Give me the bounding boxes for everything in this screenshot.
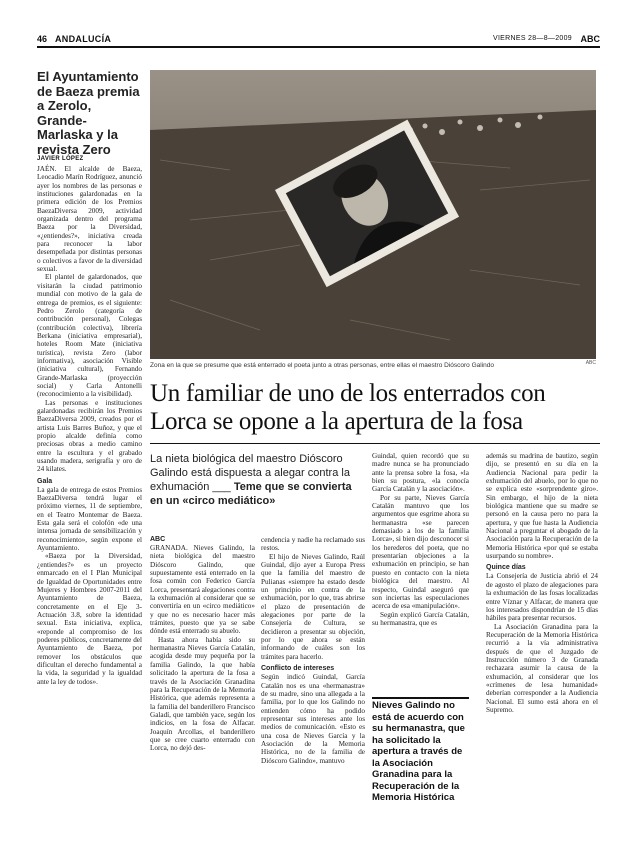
deck-highlight: Teme que se convierta en un «circo mediático» bbox=[150, 481, 352, 507]
sidebar-body bbox=[37, 165, 142, 686]
grave-site-photo bbox=[150, 70, 596, 359]
article-paragraph: GRANADA. Nieves Galindo, la nieta biológica del maestro Dióscoro Galindo, que supuestamente está enterrado en la fosa común con Federico García Lorca, presentará alegaciones contra la exhumación al considerar que se convertiría en un «circo mediático» y que no es necesario hacer más trámites, puesto que ya se sabe dónde está enterrado su abuelo. bbox=[150, 544, 255, 636]
photo-caption: Zona en la que se presume que está enterrado el poeta junto a otras personas, entre ellas el maestro Dióscoro Galindo bbox=[150, 362, 494, 369]
sidebar-title: El Ayuntamiento de Baeza premia a Zerolo, Grande-Marlaska y la revista Zero bbox=[37, 69, 140, 157]
article-column-4 bbox=[486, 452, 598, 714]
pull-quote-rule bbox=[372, 697, 469, 699]
news-photo bbox=[150, 70, 596, 359]
article-paragraph: El hijo de Nieves Galindo, Raúl Guindal, dijo ayer a Europa Press que la familia del maestro de Pulianas «siempre ha estado desde un principio en contra de la exhumación, por lo que, tras abrirse el plazo de presentación de alegaciones por parte de la Consejería de Cultura, se decidieron a presentar su objeción, por lo que ahora se están informando de cuáles son los trámites para hacerlo. bbox=[261, 552, 365, 661]
article-column-1 bbox=[150, 536, 255, 753]
deck: La nieta biológica del maestro Dióscoro Galindo está dispuesta a alegar contra la exhumación ___ Teme que se convierta en un «circo mediático» bbox=[150, 453, 352, 507]
headline: Un familiar de uno de los enterrados con Lorca se opone a la apertura de la fosa bbox=[150, 380, 546, 435]
header-rule bbox=[37, 46, 600, 48]
sidebar-paragraph: «Baeza por la Diversidad, ¿entiendes?» es un proyecto enmarcado en el I Plan Municipal de Igualdad de Oportunidades entre Mujeres y Hombres 2007-2011 del Ayuntamiento de Baeza, concretamente en el Eje 3- Actuación 3.8, sobre la identidad sexual. Esta iniciativa, explica, «reponde al compromiso de los poderes públicos, concretamente del Ayuntamiento de Baeza, por remover los obstáculos que dificultan el derecho fundamental a la vida, la seguridad y la igualdad ante la ley de todos». bbox=[37, 552, 142, 686]
page-header bbox=[37, 34, 600, 46]
sidebar-subhead: Gala bbox=[37, 477, 53, 485]
photo-credit: ABC bbox=[585, 360, 596, 366]
article-column-3 bbox=[372, 452, 469, 627]
article-paragraph: además su madrina de bautizo, según dijo, se presentó en su día en la Audiencia Nacional para pedir la exhumación del abuelo, por lo que no se explica este «sorprendente giro». Sin embargo, el hijo de la nieta biológica mantiene que su madre se personó en la causa pero no para la apertura, y que fue hasta la Audiencia Nacional a preguntar el abogado de la Asociación para la Recuperación de la Memoria Histórica «por qué se estaba usurpando su nombre». bbox=[486, 452, 598, 561]
article-paragraph: Según indicó Guindal, García Catalán nos es una «hermanastra» de su madre, sino una allegada a la familia, por lo que los Galindo no entienden cómo ha podido representar sus intereses ante los medios de comunicación. «Esto es una cosa de Nieves García y la Asociación de la Memoria Histórica, no de la familia de Dióscoro Galindo», mantuvo bbox=[261, 673, 365, 765]
article-paragraph: La Consejería de Justicia abrió el 24 de agosto el plazo de alegaciones para la exhumación de las fosas localizadas entre Víznar y Alfacar, de manera que los interesados dispondrían de 15 días hábiles para presentar recursos. bbox=[486, 572, 598, 623]
article-paragraph: La Asociación Granadina para la Recuperación de la Memoria Histórica recurrió a la vía administrativa después de que el Juzgado de Instrucción número 3 de Granada rechazara asumir la causa de la exhumación, al considerar que los «crímenes de lesa humanidad» deberían corresponder a la Audiencia Nacional. El sumo está ahora en el Supremo. bbox=[486, 622, 598, 714]
newspaper-logo: ABC bbox=[580, 34, 600, 44]
article-subhead: Quince días bbox=[486, 564, 526, 572]
issue-date: VIERNES 28—8—2009 bbox=[492, 35, 572, 42]
article-paragraph: cendencia y nadie ha reclamado sus restos. bbox=[261, 536, 365, 553]
article-column-2 bbox=[261, 536, 365, 765]
article-source-tag: ABC bbox=[150, 536, 166, 543]
sidebar-paragraph: Las personas e instituciones galardonadas recibirán los Premios BaezaDiversa 2009, creados por el artista Luis Barres Buñoz, y que el propio alcalde definía como preciosas obras a medio camino entre la escultura y el grabado usando madera, serigrafía y oro de 24 kilates. bbox=[37, 398, 142, 474]
section-name: ANDALUCÍA bbox=[55, 34, 112, 44]
sidebar-byline: JAVIER LÓPEZ bbox=[37, 156, 84, 162]
article-paragraph: Hasta ahora había sido su hermanastra Nieves García Catalán, acogida desde muy pequeña por la familia Galindo, la que había solicitado la apertura de la fosa a través de la Asociación Granadina para la Recuperación de la Memoria Histórica, que además representa a la familia del banderillero Francisco Galadí, que también yace, según los indicios, en la fosa de Alfacar. Joaquín Arcollas, el banderillero que se cree cuarto enterrado con Lorca, no dejó des- bbox=[150, 635, 255, 753]
article-paragraph: Por su parte, Nieves García Catalán mantuvo que los argumentos que esgrime ahora su hermanastra «se parecen demasiado a los de la familia Lorca», si bien dijo desconocer si los herederos del poeta, que no presentarían objeciones a la exhumación en principio, se han puesto en contacto con la nieta biológica del maestro. Al respecto, Guindal aseguró que son inciertas las especulaciones acerca de esa «manipulación». bbox=[372, 493, 469, 611]
sidebar-paragraph: JAÉN. El alcalde de Baeza, Leocadio Marín Rodríguez, anunció ayer los nombres de las personas e instituciones galardonadas en la primera edición de los Premios BaezaDiversa 2009, actividad organizada dentro del programa Baeza por la Diversidad, «¿entiendes?», iniciativa creada para reconocer la labor desempeñada por distintas personas o colectivos a favor de la diversidad sexual. bbox=[37, 165, 142, 274]
article-paragraph: Guindal, quien recordó que su madre nunca se ha pronunciado ante la prensa sobre la fosa, «la bien su postura, «la conocía García Catalán y la asociación». bbox=[372, 452, 469, 494]
deck-text: La nieta biológica del maestro Dióscoro Galindo está dispuesta a alegar contra la exhumación bbox=[150, 453, 350, 493]
article-subhead: Conflicto de intereses bbox=[261, 665, 335, 673]
sidebar-paragraph: La gala de entrega de estos Premios BaezaDiversa tendrá lugar el próximo viernes, 11 de septiembre, en el Teatro Montemar de Baeza. Esta gala será el colofón «de una intensa jornada de sensibilización y reconocimiento», según expone el Ayuntamiento. bbox=[37, 485, 142, 553]
page-number: 46 bbox=[37, 34, 48, 44]
headline-rule bbox=[150, 443, 600, 444]
article-paragraph: Según explicó García Catalán, su hermanastra, que es bbox=[372, 610, 469, 627]
pull-quote: Nieves Galindo no está de acuerdo con su hermanastra, que ha solicitado la apertura a través de la Asociación Granadina para la Recuperación de la Memoria Histórica bbox=[372, 700, 465, 803]
sidebar-paragraph: El plantel de galardonados, que visitarán la ciudad patrimonio mundial con motivo de la gala de entrega de premios, es el siguiente: Pedro Zerolo (categoría de contribución personal), Colegas (contribución colectiva), librería Berkana (iniciativa empresarial), hoteles Room Mate (iniciativa turística), revista Zero (labor informativa), asociación Visible (iniciativa cultural), Fernando Grande-Marlaska (proyección social) y Carla Antonelli (reconocimiento a la visibilidad). bbox=[37, 273, 142, 399]
